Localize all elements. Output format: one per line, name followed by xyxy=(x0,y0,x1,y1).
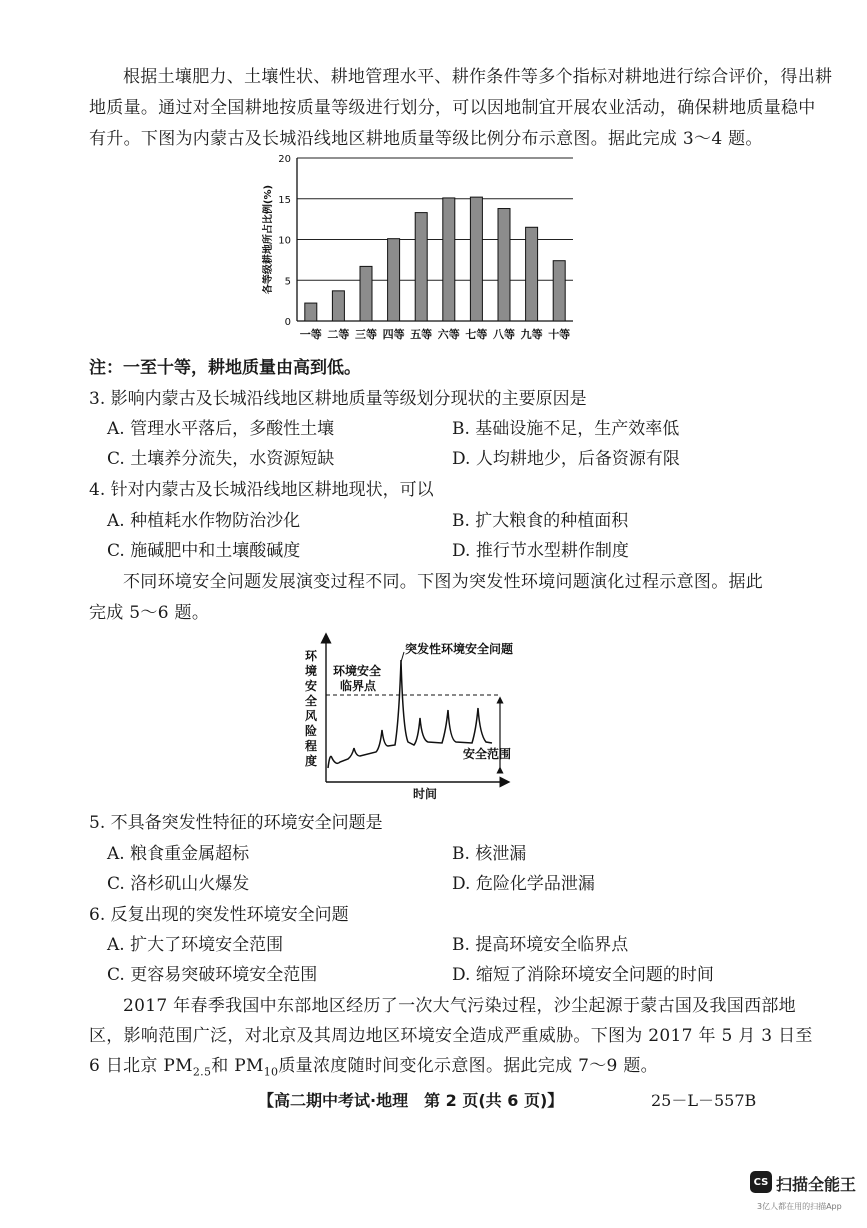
environmental-risk-diagram xyxy=(300,630,550,802)
chart-x-tick-label: 十等 xyxy=(548,328,571,341)
chart-x-tick-label: 一等 xyxy=(299,328,322,341)
chart-bar xyxy=(305,303,317,321)
svg-text:安: 安 xyxy=(305,679,318,693)
footer-title: 【高二期中考试·地理 第 2 页(共 6 页)】 xyxy=(258,1091,564,1110)
q4-option-d[interactable]: D. 推行节水型耕作制度 xyxy=(452,541,629,561)
q5-stem: 5. 不具备突发性特征的环境安全问题是 xyxy=(89,813,383,833)
intro1-line1: 根据土壤肥力、土壤性状、耕地管理水平、耕作条件等多个指标对耕地进行综合评价，得出耕 xyxy=(123,67,833,87)
intro1-line2: 地质量。通过对全国耕地按质量等级进行划分，可以因地制宜开展农业活动，确保耕地质量稳中 xyxy=(89,98,816,118)
chart-bar xyxy=(470,197,482,321)
chart-bar xyxy=(332,291,344,321)
intro2-line1: 不同环境安全问题发展演变过程不同。下图为突发性环境问题演化过程示意图。据此 xyxy=(123,572,764,592)
chart-bar xyxy=(443,198,455,321)
q5-option-b[interactable]: B. 核泄漏 xyxy=(452,844,527,864)
sudden-problem-pointer xyxy=(401,652,404,662)
chart-y-axis-label: 各等级耕地所占比例(%) xyxy=(263,184,274,295)
svg-text:风: 风 xyxy=(305,709,318,723)
svg-text:度: 度 xyxy=(305,754,318,768)
chart-x-tick-label: 七等 xyxy=(465,328,488,341)
chart-bar xyxy=(415,213,427,321)
chart-bar xyxy=(526,227,538,321)
scanner-logo-icon: CS xyxy=(750,1171,772,1193)
svg-text:境: 境 xyxy=(305,664,318,678)
chart-x-tick-label: 二等 xyxy=(327,328,350,341)
safety-range-label: 安全范围 xyxy=(463,747,512,761)
chart-y-tick-label: 0 xyxy=(284,317,291,328)
footer-code: 25－L－557B xyxy=(651,1091,757,1110)
q6-stem: 6. 反复出现的突发性环境安全问题 xyxy=(89,905,349,925)
chart-x-tick-label: 八等 xyxy=(493,328,515,341)
q5-option-c[interactable]: C. 洛杉矶山火爆发 xyxy=(107,874,250,894)
chart-note: 注：一至十等，耕地质量由高到低。 xyxy=(89,358,361,378)
chart-y-tick-label: 20 xyxy=(278,154,291,165)
chart-bar xyxy=(388,239,400,321)
q3-option-a[interactable]: A. 管理水平落后，多酸性土壤 xyxy=(107,419,335,439)
intro3-line1: 2017 年春季我国中东部地区经历了一次大气污染过程，沙尘起源于蒙古国及我国西部地 xyxy=(123,996,796,1016)
chart-y-tick-label: 15 xyxy=(278,194,291,206)
q4-option-a[interactable]: A. 种植耗水作物防治沙化 xyxy=(107,511,301,531)
svg-text:环: 环 xyxy=(305,649,318,663)
q6-option-d[interactable]: D. 缩短了消除环境安全问题的时间 xyxy=(452,965,714,985)
svg-text:险: 险 xyxy=(305,724,318,738)
intro3-line3: 6 日北京 $PM_{2.5}$和 $PM_{10}$质量浓度随时间变化示意图。据此完成 7～9 题。 xyxy=(89,1056,658,1079)
q6-option-c[interactable]: C. 更容易突破环境安全范围 xyxy=(107,965,318,985)
q3-option-b[interactable]: B. 基础设施不足，生产效率低 xyxy=(452,419,680,439)
intro3-line2: 区，影响范围广泛，对北京及其周边地区环境安全造成严重威胁。下图为 2017 年 5 月 3 日至 xyxy=(89,1026,813,1046)
chart-bar xyxy=(360,266,372,321)
q4-option-c[interactable]: C. 施碱肥中和土壤酸碱度 xyxy=(107,541,301,561)
chart-x-tick-label: 六等 xyxy=(437,328,460,341)
chart-x-tick-label: 九等 xyxy=(520,328,543,341)
scanner-app-name: 扫描全能王 xyxy=(776,1175,857,1194)
q4-stem: 4. 针对内蒙古及长城沿线地区耕地现状，可以 xyxy=(89,480,434,500)
farmland-quality-bar-chart xyxy=(255,150,585,350)
chart-y-tick-label: 10 xyxy=(278,235,291,247)
q5-option-d[interactable]: D. 危险化学品泄漏 xyxy=(452,874,595,894)
q3-option-c[interactable]: C. 土壤养分流失，水资源短缺 xyxy=(107,449,335,469)
intro2-line2: 完成 5～6 题。 xyxy=(89,603,210,623)
svg-text:全: 全 xyxy=(305,694,318,708)
svg-text:程: 程 xyxy=(305,739,318,753)
q6-option-a[interactable]: A. 扩大了环境安全范围 xyxy=(107,935,284,955)
chart-x-tick-label: 三等 xyxy=(355,328,377,341)
sudden-problem-label: 突发性环境安全问题 xyxy=(405,642,514,656)
scanner-tagline: 3亿人都在用的扫描App xyxy=(757,1202,842,1211)
intro1-line3: 有升。下图为内蒙古及长城沿线地区耕地质量等级比例分布示意图。据此完成 3～4 题。 xyxy=(89,129,763,149)
diagram-x-axis-label: 时间 xyxy=(413,787,438,801)
chart-x-tick-label: 五等 xyxy=(410,328,433,341)
chart-bar xyxy=(553,261,565,321)
diagram-y-axis-label xyxy=(305,648,318,768)
chart-y-tick-label: 5 xyxy=(284,276,291,288)
q5-option-a[interactable]: A. 粮食重金属超标 xyxy=(107,844,250,864)
q3-stem: 3. 影响内蒙古及长城沿线地区耕地质量等级划分现状的主要原因是 xyxy=(89,389,587,409)
critical-point-label-1: 环境安全 xyxy=(333,664,382,678)
chart-x-tick-label: 四等 xyxy=(382,328,405,341)
critical-point-label-2: 临界点 xyxy=(340,679,377,693)
q6-option-b[interactable]: B. 提高环境安全临界点 xyxy=(452,935,629,955)
q3-option-d[interactable]: D. 人均耕地少，后备资源有限 xyxy=(452,449,680,469)
q4-option-b[interactable]: B. 扩大粮食的种植面积 xyxy=(452,511,629,531)
chart-bar xyxy=(498,209,510,321)
